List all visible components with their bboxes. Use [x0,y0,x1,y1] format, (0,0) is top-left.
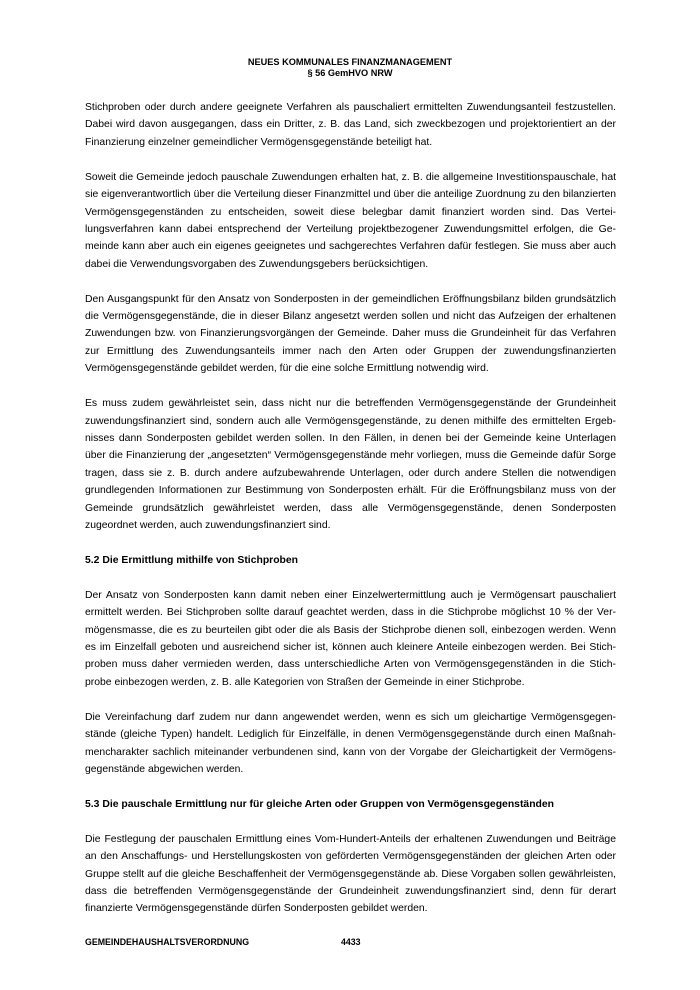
header-title: NEUES KOMMUNALES FINANZMANAGEMENT [247,57,453,67]
paragraph: Den Ausgangspunkt für den Ansatz von Sonderposten in der gemeindlichen Eröffnungsbilanz bilden grundsätzlich die Vermögensgegenstände, die in dieser Bilanz angesetzt werden sollen und nicht das Aufzeigen der erhaltenen Zuwendungen bzw. von Finanzierungsvorgängen der Gemeinde. Daher muss die Grundeinheit für das Verfahren zur Ermittlung des Zuwendungsanteils immer nach den Arten oder Gruppen der zuwendungsfinanzierten Vermögensgegenstände gebildet werden, für die eine solche Ermittlung notwendig wird. [85,293,616,375]
section-heading-5-3: 5.3 Die pauschale Ermittlung nur für gleiche Arten oder Gruppen von Vermögensgegenständen [85,798,555,810]
header-section-ref: § 56 GemHVO NRW [307,67,393,78]
page-header [0,57,700,78]
paragraph: Der Ansatz von Sonderposten kann damit neben einer Einzelwertermittlung auch je Vermögensart pauschaliert ermittelt werden. Bei Stichproben sollte darauf geachtet werden, dass in die Stichprobe möglichst 10 % der Vermögensmasse, die es zu beurteilen gibt oder die als Basis der Stichprobe dienen soll, einbezogen werden. Wenn es im Einzelfall geboten und ausreichend sicher ist, können auch kleinere Anteile einbezogen werden. Bei Stichproben muss daher vermieden werden, dass unterschiedliche Arten von Vermögensgegenständen in die Stichprobe einbezogen werden, z. B. alle Kategorien von Straßen der Gemeinde in einer Stichprobe. [85,589,616,688]
paragraph: Die Festlegung der pauschalen Ermittlung eines Vom-Hundert-Anteils der erhaltenen Zuwendungen und Beiträge an den Anschaffungs- und Herstellungskosten von geförderten Vermögensgegenständen der gleichen Arten oder Gruppe stellt auf die gleiche Beschaffenheit der Vermögensgegenstände ab. Diese Vorgaben sollen gewährleisten, dass die betreffenden Vermögensgegenstände der Grundeinheit zuwendungsfinanziert sind, denn für derart finanzierte Vermögensgegenstände dürfen Sonderposten gebildet werden. [85,833,616,915]
footer-title: GEMEINDEHAUSHALTSVERORDNUNG [85,937,250,947]
section-heading-5-2: 5.2 Die Ermittlung mithilfe von Stichproben [85,554,299,566]
page-number: 4433 [341,937,361,947]
page-body [85,99,616,935]
paragraph: Soweit die Gemeinde jedoch pauschale Zuwendungen erhalten hat, z. B. die allgemeine Investitionspauschale, hat sie eigenverantwortlich über die Verteilung dieser Finanzmittel und über die anteilige Zuordnung zu den bilanzierten Vermögensgegenständen zu entscheiden, soweit diese belegbar damit finanziert worden sind. Das Verteilungsverfahren kann dabei entsprechend der Verteilung projektbezogener Zuwendungsmittel erfolgen, die Gemeinde kann aber auch ein eigenes geeignetes und sachgerechtes Verfahren dafür festlegen. Sie muss aber auch dabei die Verwendungsvorgaben des Zuwendungsgebers berücksichtigen. [85,171,616,270]
paragraph: Es muss zudem gewährleistet sein, dass nicht nur die betreffenden Vermögensgegenstände der Grundeinheit zuwendungsfinanziert sind, sondern auch alle Vermögensgegenstände, zu denen mithilfe des ermittelten Ergebnisses dann Sonderposten gebildet werden sollen. In den Fällen, in denen bei der Gemeinde keine Unterlagen über die Finanzierung der „angesetzten“ Vermögensgegenstände mehr vorliegen, muss die Gemeinde dafür Sorge tragen, dass sie z. B. durch andere aufzubewahrende Unterlagen, oder durch andere Stellen die notwendigen grundlegenden Informationen zur Bestimmung von Sonderposten erhält. Für die Eröffnungsbilanz muss von der Gemeinde grundsätzlich gewährleistet werden, dass alle Vermögensgegenstände, denen Sonderposten zugeordnet werden, auch zuwendungsfinanziert sind. [85,398,616,532]
paragraph: Stichproben oder durch andere geeignete Verfahren als pauschaliert ermittelten Zuwendungsanteil festzustellen. Dabei wird davon ausgegangen, dass ein Dritter, z. B. das Land, sich zweckbezogen und projektorientiert an der Finanzierung einzelner gemeindlicher Vermögensgegenstände beteiligt hat. [85,102,616,148]
paragraph: Die Vereinfachung darf zudem nur dann angewendet werden, wenn es sich um gleichartige Vermögensgegenstände (gleiche Typen) handelt. Lediglich für Einzelfälle, in denen Vermögensgegenstände durch einen Maßnahmencharakter sachlich miteinander verbundenen sind, kann von der Vorgabe der Gleichartigkeit der Vermögensgegenstände abgewichen werden. [85,711,616,775]
